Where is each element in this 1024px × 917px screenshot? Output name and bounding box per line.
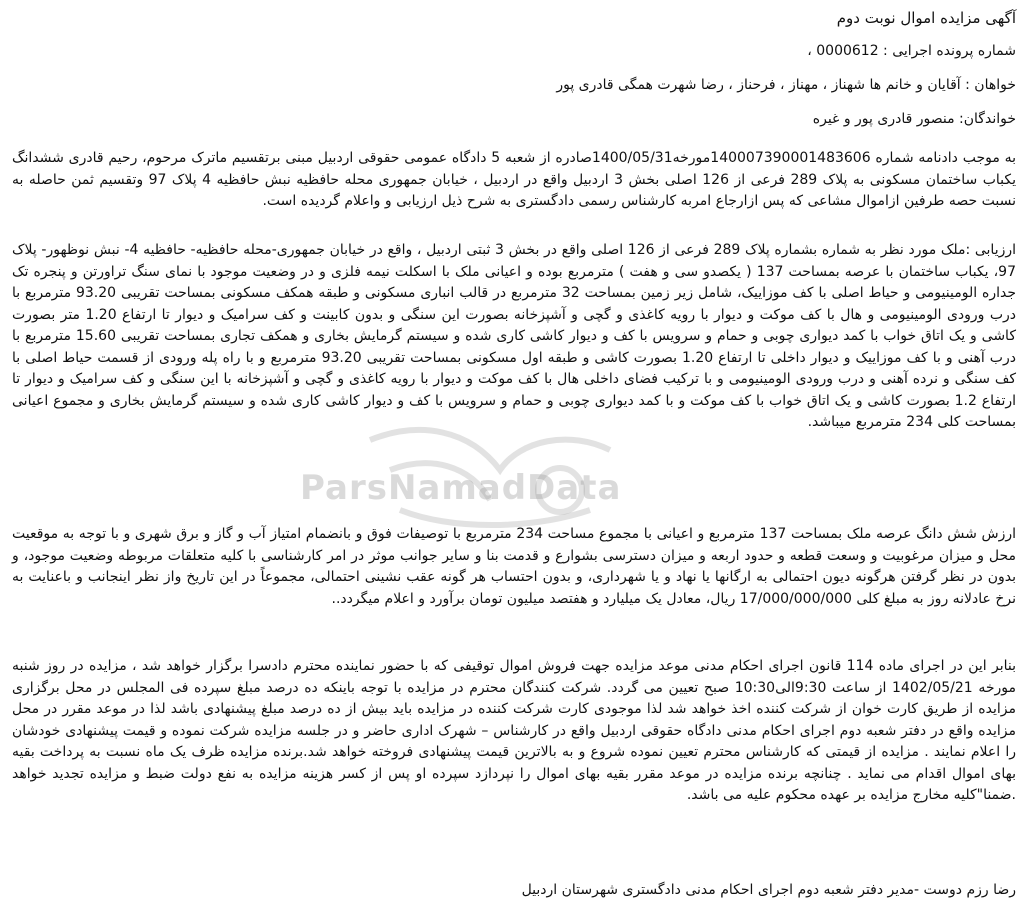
notice-title: آگهی مزایده اموال نوبت دوم	[836, 9, 1016, 27]
case-number: شماره پرونده اجرایی : 0000612 ،	[807, 43, 1016, 59]
paragraph-value: ارزش شش دانگ عرصه ملک بمساحت 137 مترمربع و اعیانی با مجموع مساحت 234 مترمربع با توصیفات فوق و بانضمام امتیاز آب و گاز و برق شهری و با توجه به موقعیت محل و میزان مرغوبیت و وسعت قطعه و حدود اربعه و میزان دسترسی بشوارع و قدمت بنا و سایر جوانب موثر در امر کارشناسی با کلیه متعلقات مربوطه وضعیت موجود، و بدون در نظر گرفتن هرگونه دیون احتمالی به ارگانها یا نهاد و یا شهرداری، و بدون احتساب هر گونه عقب نشینی احتمالی، مجموعاً در این تاریخ واز نظر اینجانب و باعنایت به نرخ عادلانه روز به مبلغ کلی 17/000/000/000 ریال، معادل یک میلیارد و هفتصد میلیون تومان برآورد و اعلام میگردد..	[12, 526, 1017, 607]
paragraph-intro: به موجب دادنامه شماره 14000739000148360‌6مورخه1400/05/31صادره از شعبه 5 دادگاه عمومی حقوقی اردبیل مبنی برتقسیم ماترک مرحوم، رحیم قادری ششدانگ یکباب ساختمان مسکونی به پلاک 289 فرعی از 126 اصلی بخش 3 اردبیل واقع در اردبیل ، خیابان جمهوری محله حافظیه نبش حافظیه 4 پلاک 97 وتقسیم ثمن حاصله به نسبت حصه طرفین ازاموال مشاعی که پس ازارجاع امربه کارشناس رسمی دادگستری به شرح ذیل ارزیابی و واعلام گردیده است.	[12, 150, 1017, 209]
paragraph-auction: بنابر این در اجرای ماده 114 قانون اجرای احکام مدنی موعد مزایده جهت فروش اموال توقیفی که با حضور نماینده محترم دادسرا برگزار خواهد شد ، مزایده در روز شنبه مورخه 1402/05/21 از ساعت 9:30الی10:30 صبح تعیین می گردد. شرکت کنندگان محترم در مزایده با توجه باینکه ده درصد مبلغ سپرده فی المجلس در محل برگزاری مزایده از طریق کارت خوان از شرکت کننده اخذ خواهد شد لذا موجودی کارت شرکت کننده در مزایده باید بیش از ده درصد مبلغ پیشنهادی باشد لذا در موعد مقرر در محل مزایده واقع در دفتر شعبه دوم اجرای احکام مدنی دادگاه حقوقی اردبیل واقع در کارشناس – شهرک اداری حاضر و در جلسه مزایده شرکت نموده و قیمت پیشنهادی خودشان را اعلام نمایند . مزایده از قیمتی که کارشناس محترم تعیین نموده شروع و به بالاترین قیمت پیشنهادی فروخته خواهد شد.برنده مزایده ظرف یک ماه نسبت به پرداخت بقیه بهای اموال اقدام می نماید . چنانچه برنده مزایده در موعد مقرر بقیه بهای اموال را نپردازد سپرده او پس از کسر هزینه مزایده به نفع دولت ضبط و مزایده تجدید خواهد .ضمنا"کلیه مخارج مزایده بر عهده محکوم علیه می باشد.	[12, 658, 1016, 803]
watermark-text: ParsNamadData	[300, 468, 622, 508]
paragraph-assessment: ارزیابی :ملک مورد نظر به شماره بشماره پلاک 289 فرعی از 126 اصلی واقع در بخش 3 ثبتی اردبیل ، واقع در خیابان جمهوری-محله حافظیه- حافظیه 4- نبش نوظهور- پلاک 97، یکباب ساختمان با عرصه بمساحت 137 ( یکصدو سی و هفت ) مترمربع بوده و اعیانی ملک با اسکلت نیمه فلزی و در وضعیت موجود با نمای سنگ تراورتن و پنجره تک جداره الومینیومی و حیاط اصلی با کف موزاییک، شامل زیر زمین بمساحت 32 مترمربع در قالب انباری مسکونی و طبقه همکف مسکونی بمساحت تقریبی 93.20 مترمربع با درب ورودی الومینیومی و هال با کف موکت و دیوار با رویه کاغذی و گچی و آشپزخانه بصورت این سنگی و بدون کابینت و کف سرامیک و دیوار تا ارتفاع 1.20 متر بصورت کاشی و یک اتاق خواب با کمد دیواری چوبی و حمام و سرویس با کف و دیوار کاشی کاری شده و سیستم گرمایش بخاری و همکف تجاری بمساحت تقریبی 15.60 مترمربع با درب آهنی و با کف موزاییک و دیوار داخلی تا ارتفاع 1.20 بصورت کاشی و طبقه اول مسکونی بمساحت تقریبی 93.20 مترمربع و با راه پله ورودی از قسمت حیاط اصلی با کف سنگی و نرده آهنی و درب ورودی الومینیومی و با ترکیب فضای داخلی هال با کف موکت و دیوار با رویه کاغذی و گچی و آشپزخانه با این سنگی و کف سرامیک و دیوار تا ارتفاع 1.2 بصورت کاشی و یک اتاق خواب با کف موکت و با کمد دیواری چوبی و حمام و سرویس با کف و دیوار کاشی کاری شده و سیستم گرمایش بخاری و مجموع اعیانی بمساحت کلی 234 مترمربع میباشد.	[12, 242, 1017, 430]
signature: رضا رزم دوست -مدیر دفتر شعبه دوم اجرای احکام مدنی دادگستری شهرستان اردبیل	[521, 882, 1016, 898]
plaintiffs: خواهان : آقایان و خانم ها شهناز ، مهناز ، فرحناز ، رضا شهرت همگی قادری پور	[556, 77, 1016, 93]
defendants: خواندگان: منصور قادری پور و غیره	[812, 111, 1016, 127]
